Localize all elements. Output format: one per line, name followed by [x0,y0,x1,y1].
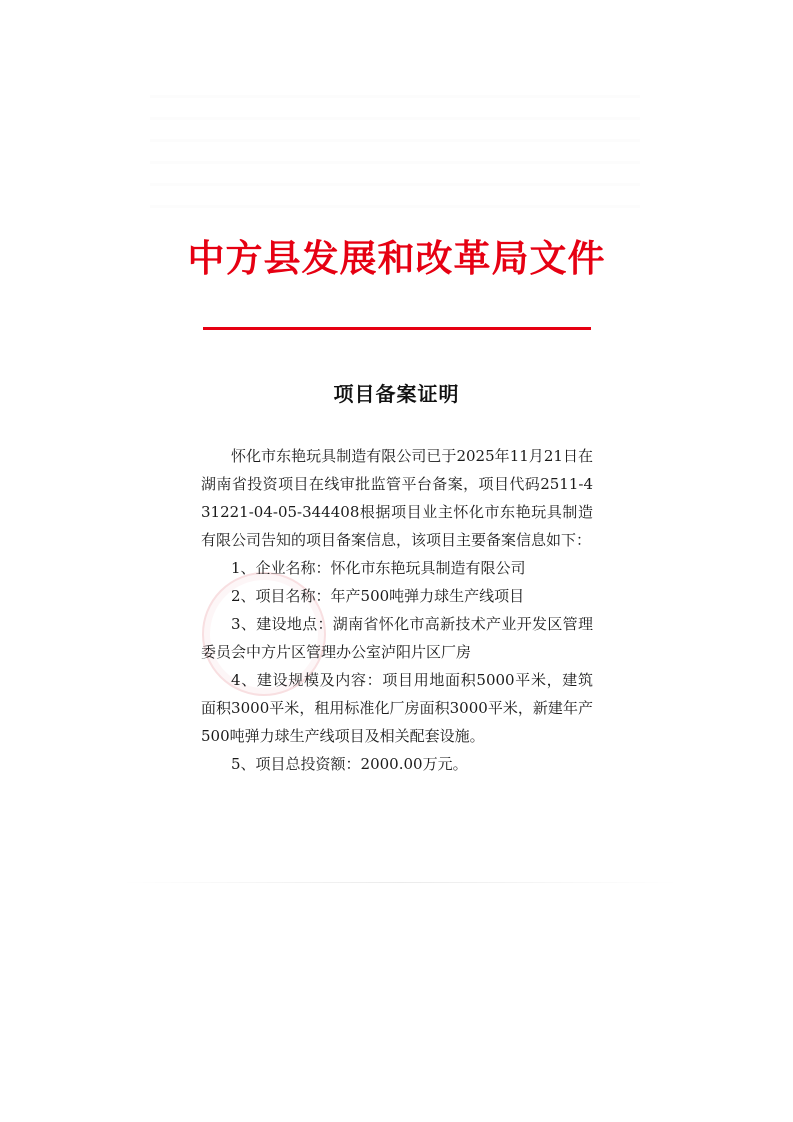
scan-show-through [150,95,640,215]
item-project-name: 2、项目名称：年产500吨弹力球生产线项目 [231,587,525,605]
item-construction-site: 3、建设地点：湖南省怀化市高新技术产业开发区管理委员会中方片区管理办公室泸阳片区厂房 [201,615,593,661]
item-total-investment: 5、项目总投资额：2000.00万元。 [231,755,468,773]
document-body [201,442,593,778]
item-company-name: 1、企业名称：怀化市东艳玩具制造有限公司 [231,559,526,577]
intro-paragraph: 怀化市东艳玩具制造有限公司已于2025年11月21日在湖南省投资项目在线审批监管平台备案，项目代码2511-431221-04-05-344408根据项目业主怀化市东艳玩具制造有限公司告知的项目备案信息，该项目主要备案信息如下： [201,447,593,549]
issuer-header-title: 中方县发展和改革局文件 [187,236,606,280]
red-divider-rule [203,327,591,330]
document-title: 项目备案证明 [333,382,460,406]
scan-edge-line [120,882,680,883]
item-construction-scale: 4、建设规模及内容：项目用地面积5000平米，建筑面积3000平米，租用标准化厂房面积3000平米，新建年产500吨弹力球生产线项目及相关配套设施。 [201,671,593,745]
